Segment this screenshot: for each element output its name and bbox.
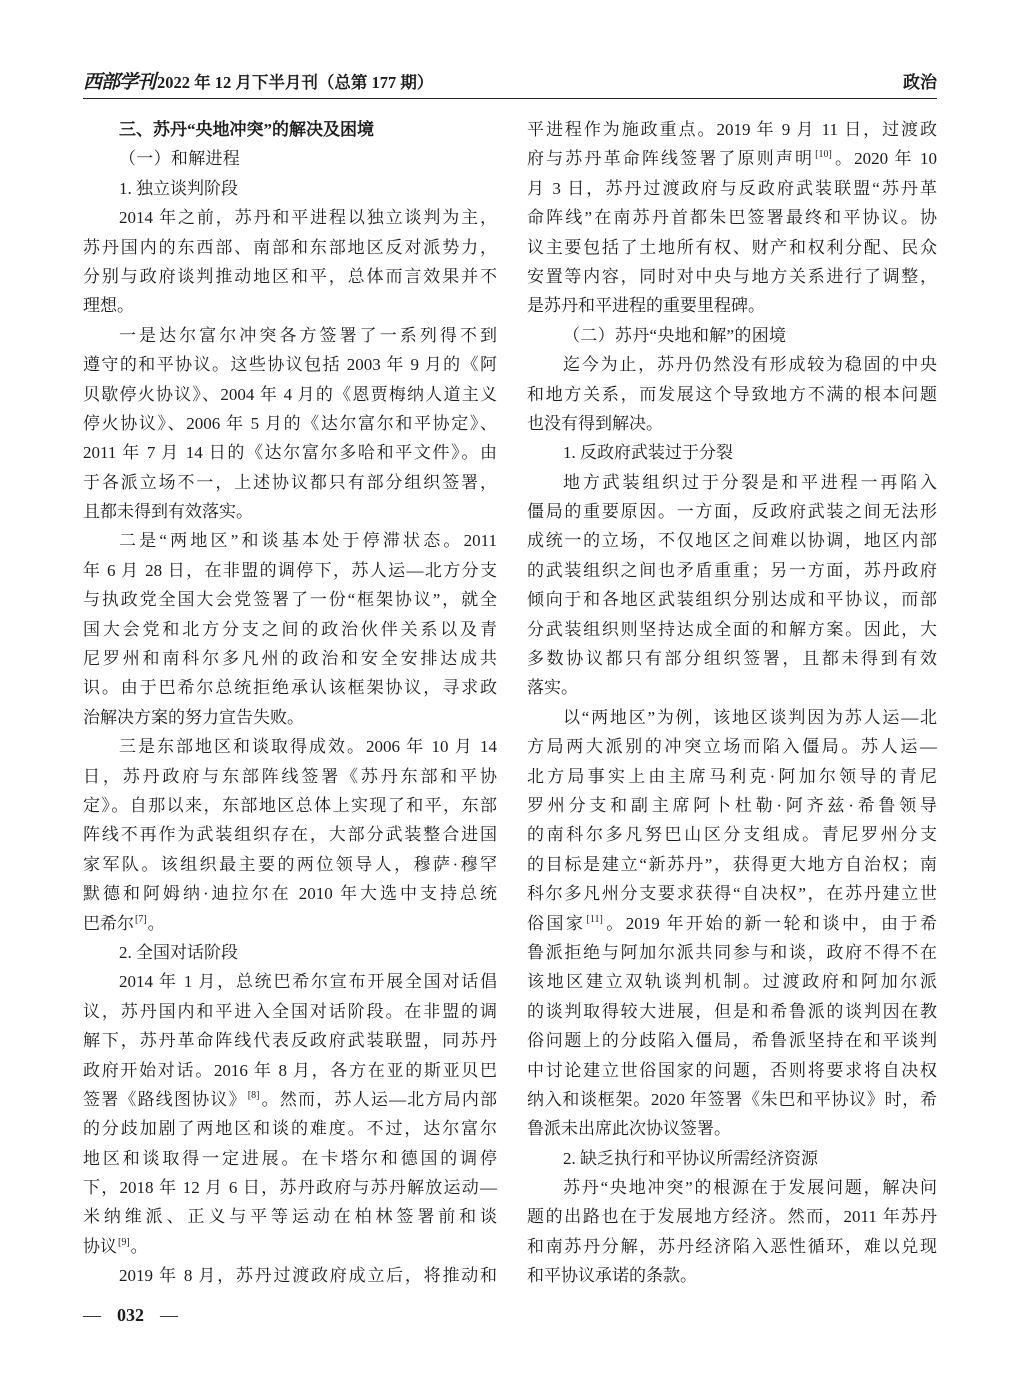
text-line: 议主要包括了土地所有权、财产和权利分配、民众 — [527, 237, 937, 257]
text-run: 俗国家 — [527, 913, 586, 933]
page-footer — [83, 1302, 178, 1328]
text-line: 且都未得到有效落实。 — [83, 502, 253, 522]
text-line: 题的出路也在于发展地方经济。然而，2011 年苏丹 — [527, 1207, 937, 1227]
text-line: 苏丹国内的东西部、南部和东部地区反对派势力， — [83, 237, 497, 257]
text-line: 安置等内容，同时对中央与地方关系进行了调整， — [527, 266, 937, 286]
text-line: 分别与政府谈判推动地区和平，总体而言效果并不 — [83, 266, 497, 286]
text-run: 。 — [130, 1236, 148, 1256]
text-line: 2014 年之前，苏丹和平进程以独立谈判为主， — [119, 208, 497, 228]
text-line: 地方武装组织过于分裂是和平进程一再陷入 — [563, 472, 937, 492]
right-column — [527, 115, 937, 1291]
text-run: 府与苏丹革命阵线签署了原则声明 — [527, 149, 815, 169]
paragraph — [83, 203, 497, 321]
text-line: 的南科尔多凡努巴山区分支组成。青尼罗州分支 — [527, 825, 937, 845]
text-line: 该地区建立双轨谈判机制。过渡政府和阿加尔派 — [527, 972, 937, 992]
text-line: 落实。 — [527, 678, 578, 698]
text-line — [83, 1232, 497, 1261]
text-line: 平进程作为施政重点。2019 年 9 月 11 日，过渡政 — [527, 120, 937, 139]
text-line: 倾向于和各地区武装组织分别达成和平协议，而部 — [527, 590, 937, 610]
text-line: 与执政党全国大会党签署了一份“框架协议”，就全 — [83, 590, 497, 610]
text-line: 的武装组织之间也矛盾重重；另一方面，苏丹政府 — [527, 560, 937, 580]
text-line: 2. 缺乏执行和平协议所需经济资源 — [563, 1148, 818, 1168]
text-line: 阵线不再作为武装组织存在，大部分武装整合进国 — [83, 825, 497, 845]
text-line: 成统一的立场，不仅地区之间难以协调，地区内部 — [527, 531, 937, 551]
text-line: 的谈判取得较大进展，但是和希鲁派的谈判因在教 — [527, 1001, 937, 1021]
text-line: 地区和谈取得一定进展。在卡塔尔和德国的调停 — [83, 1148, 497, 1168]
text-line: 和平协议承诺的条款。 — [527, 1266, 697, 1286]
sub-subsection-heading — [83, 938, 497, 967]
footer-dash-left: — — [83, 1305, 101, 1325]
text-line: 迄今为止，苏丹仍然没有形成较为稳固的中央 — [563, 355, 937, 375]
text-line: 米纳维派、正义与平等运动在柏林签署前和谈 — [83, 1207, 497, 1227]
text-line: 2019 年 8 月，苏丹过渡政府成立后，将推动和 — [119, 1266, 497, 1286]
text-run: 巴希尔 — [83, 913, 134, 933]
citation-marker: [11] — [586, 913, 603, 925]
page-number: 032 — [117, 1305, 144, 1325]
text-line: 纳入和谈框架。2020 年签署《朱巴和平协议》时，希 — [527, 1089, 937, 1109]
footer-dash-right: — — [160, 1305, 178, 1325]
text-line: 尼罗州和南科尔多凡州的政治和安全安排达成共 — [83, 649, 497, 669]
text-line: 苏丹“央地冲突”的根源在于发展问题，解决问 — [563, 1178, 937, 1198]
text-line: 僵局的重要原因。一方面，反政府武装之间无法形 — [527, 502, 937, 522]
text-line: 北方局事实上由主席马利克·阿加尔领导的青尼 — [527, 766, 937, 786]
text-line: （一）和解进程 — [119, 149, 241, 169]
section-label: 政治 — [903, 73, 937, 92]
citation-marker: [7] — [135, 913, 147, 925]
text-line: 定》。自那以来，东部地区总体上实现了和平，东部 — [83, 795, 497, 815]
text-line: 贝歇停火协议》、2004 年 4 月的《恩贾梅纳人道主义 — [83, 384, 497, 404]
running-header — [83, 68, 937, 99]
text-line: 分武装组织则坚持达成全面的和解方案。因此，大 — [527, 619, 937, 639]
text-line: 中讨论建立世俗国家的问题，否则将要求将自决权 — [527, 1060, 937, 1080]
text-line: 三是东部地区和谈取得成效。2006 年 10 月 14 — [119, 737, 497, 757]
text-line: 治解决方案的努力宣告失败。 — [83, 707, 304, 727]
text-line: 月 3 日，苏丹过渡政府与反政府武装联盟“苏丹革 — [527, 178, 937, 198]
text-line: 识。由于巴希尔总统拒绝承认该框架协议，寻求政 — [83, 678, 497, 698]
text-line: 日，苏丹政府与东部阵线签署《苏丹东部和平协 — [83, 766, 497, 786]
paragraph — [527, 468, 937, 703]
left-column — [83, 115, 497, 1291]
text-line: 是苏丹和平进程的重要里程碑。 — [527, 296, 765, 316]
subsection-heading — [83, 144, 497, 173]
text-line: 方局两大派别的冲突立场而陷入僵局。苏人运— — [527, 737, 937, 757]
text-run: 。然而，苏人运—北方局内部 — [260, 1089, 498, 1109]
text-line: 也没有得到解决。 — [527, 413, 663, 433]
text-run: 。2019 年开始的新一轮和谈中，由于希 — [603, 913, 938, 933]
text-line: 下，2018 年 12 月 6 日，苏丹政府与苏丹解放运动— — [83, 1178, 497, 1198]
text-line: 多数协议都只有部分组织签署，且都未得到有效 — [527, 649, 937, 669]
text-line: 罗州分支和副主席阿卜杜勒·阿齐兹·希鲁领导 — [527, 795, 937, 815]
text-line: 和南苏丹分解，苏丹经济陷入恶性循环，难以兑现 — [527, 1236, 937, 1256]
text-line: 默德和阿姆纳·迪拉尔在 2010 年大选中支持总统 — [83, 884, 497, 904]
text-line: 2. 全国对话阶段 — [119, 942, 238, 962]
text-line: 三、苏丹“央地冲突”的解决及困境 — [119, 120, 374, 139]
text-line: 的分歧加剧了两地区和谈的难度。不过，达尔富尔 — [83, 1119, 497, 1139]
subsection-heading — [527, 321, 937, 350]
text-line: 1. 反政府武装过于分裂 — [563, 443, 733, 463]
journal-logo: 西部学刊 — [83, 72, 156, 93]
sub-subsection-heading — [527, 1144, 937, 1173]
text-line: 2014 年 1 月，总统巴希尔宣布开展全国对话倡 — [119, 972, 497, 992]
text-line: 家军队。该组织最主要的两位领导人，穆萨·穆罕 — [83, 854, 497, 874]
paragraph — [83, 732, 497, 938]
text-line: 于各派立场不一，上述协议都只有部分组织签署， — [83, 472, 497, 492]
paragraph — [83, 1261, 497, 1290]
paragraph — [527, 1173, 937, 1291]
text-line: 国大会党和北方分支之间的政治伙伴关系以及青 — [83, 619, 497, 639]
sub-subsection-heading — [527, 438, 937, 467]
text-line: 2011 年 7 月 14 日的《达尔富尔多哈和平文件》。由 — [83, 443, 497, 463]
text-line: 俗问题上的分歧陷入僵局，希鲁派坚持在和平谈判 — [527, 1031, 937, 1051]
text-line: 的目标是建立“新苏丹”，获得更大地方自治权；南 — [527, 854, 937, 874]
text-line: 命阵线”在南苏丹首都朱巴签署最终和平协议。协 — [527, 208, 937, 228]
text-line: 鲁派拒绝与阿加尔派共同参与和谈，政府不得不在 — [527, 942, 937, 962]
text-line: 和地方关系，而发展这个导致地方不满的根本问题 — [527, 384, 937, 404]
text-line: 解下，苏丹革命阵线代表反政府武装联盟，同苏丹 — [83, 1031, 497, 1051]
text-line: 议，苏丹国内和平进入全国对话阶段。在非盟的调 — [83, 1001, 497, 1021]
text-line: 理想。 — [83, 296, 134, 316]
paragraph — [527, 703, 937, 1144]
paragraph — [83, 526, 497, 732]
text-line: （二）苏丹“央地和解”的困境 — [563, 325, 787, 345]
citation-marker: [8] — [247, 1089, 260, 1101]
text-line — [83, 1085, 497, 1114]
text-run: 。2020 年 10 — [832, 149, 938, 169]
text-line: 以“两地区”为例，该地区谈判因为苏人运—北 — [563, 707, 937, 727]
text-line: 一是达尔富尔冲突各方签署了一系列得不到 — [119, 325, 497, 345]
text-run: 协议 — [83, 1236, 117, 1256]
text-run: 。 — [147, 913, 165, 933]
sub-subsection-heading — [83, 174, 497, 203]
citation-marker: [9] — [118, 1236, 130, 1248]
issue-info: 2022 年 12 月下半月刊（总第 177 期） — [157, 73, 434, 92]
text-line: 遵守的和平协议。这些协议包括 2003 年 9 月的《阿 — [83, 355, 497, 375]
paragraph — [83, 321, 497, 527]
paragraph — [527, 350, 937, 438]
text-line — [83, 909, 497, 938]
text-line: 1. 独立谈判阶段 — [119, 178, 238, 198]
paragraph — [83, 967, 497, 1261]
text-line: 科尔多凡州分支要求获得“自决权”，在苏丹建立世 — [527, 884, 937, 904]
text-line: 停火协议》、2006 年 5 月的《达尔富尔和平协定》、 — [83, 413, 497, 433]
paragraph — [527, 115, 937, 321]
text-run: 签署《路线图协议》 — [83, 1089, 247, 1109]
text-line — [527, 909, 937, 938]
section-heading — [83, 115, 497, 144]
text-line — [527, 144, 937, 173]
citation-marker: [10] — [815, 149, 832, 161]
text-line: 二是“两地区”和谈基本处于停滞状态。2011 — [119, 531, 497, 551]
text-line: 鲁派未出席此次协议签署。 — [527, 1119, 731, 1139]
text-line: 政府开始对话。2016 年 8 月，各方在亚的斯亚贝巴 — [83, 1060, 497, 1080]
text-line: 年 6 月 28 日，在非盟的调停下，苏人运—北方分支 — [83, 560, 497, 580]
